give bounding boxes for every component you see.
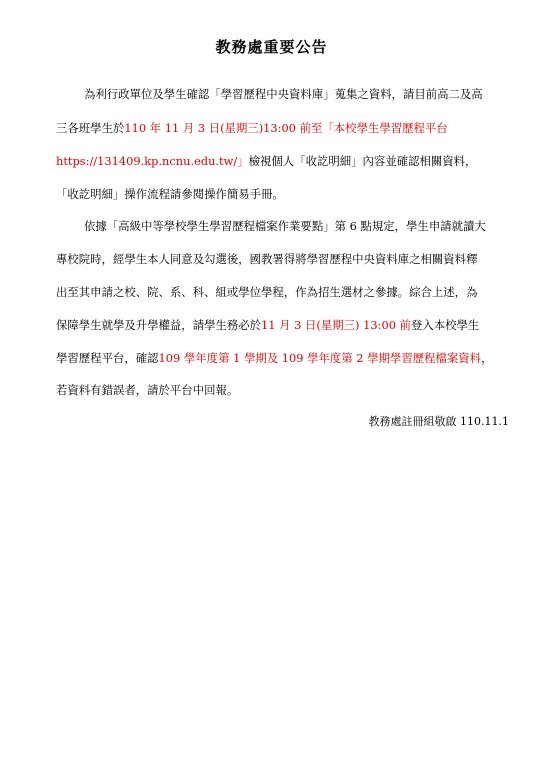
paragraph2-line4-text-b: 登入本校學生 xyxy=(410,318,480,332)
paragraph1-line4: 「收訖明細」操作流程請參閱操作簡易手冊。 xyxy=(56,187,284,201)
paragraph2-line5-text-b: ， xyxy=(481,351,493,365)
deadline-highlight-2: 11 月 3 日(星期三) 13:00 前 xyxy=(261,318,411,332)
paragraph2-line6: 若資料有錯誤者，請於平台中回報。 xyxy=(56,383,239,397)
semester-highlight: 109 學年度第 1 學期及 109 學年度第 2 學期學習歷程檔案資料 xyxy=(158,351,482,365)
paragraph1-line2 xyxy=(56,120,448,136)
page-title: 教務處重要公告 xyxy=(215,38,328,56)
paragraph2-line4-text-a: 保障學生就學及升學權益，請學生務必於 xyxy=(56,318,262,332)
paragraph2-line4 xyxy=(56,317,479,333)
paragraph1-line2-text: 三各班學生於 xyxy=(56,121,125,135)
paragraph2-line5 xyxy=(56,350,492,366)
paragraph2-line5-text-a: 學習歷程平台，確認 xyxy=(56,351,159,365)
paragraph2-line1: 依據「高級中等學校學生學習歷程檔案作業要點」第 6 點規定，學生申請就讀大 xyxy=(84,219,486,233)
paragraph1-line3 xyxy=(56,153,476,169)
paragraph1-line1: 為利行政單位及學生確認「學習歷程中央資料庫」蒐集之資料，請目前高二及高 xyxy=(84,87,483,101)
signature: 教務處註冊組敬啟 110.11.1 xyxy=(368,415,509,428)
platform-url: https://131409.kp.ncnu.edu.tw/」 xyxy=(56,154,249,168)
paragraph2-line2: 專校院時，經學生本人同意及勾選後，國教署得將學習歷程中央資料庫之相關資料釋 xyxy=(56,252,478,266)
paragraph2-line3: 出至其申請之校、院、系、科、組或學位學程，作為招生選材之參據。綜合上述，為 xyxy=(56,285,478,299)
paragraph1-line3-text: 檢視個人「收訖明細」內容並確認相關資料， xyxy=(248,154,477,168)
deadline-highlight: 110 年 11 月 3 日(星期三)13:00 前至「本校學生學習歷程平台 xyxy=(124,121,448,135)
